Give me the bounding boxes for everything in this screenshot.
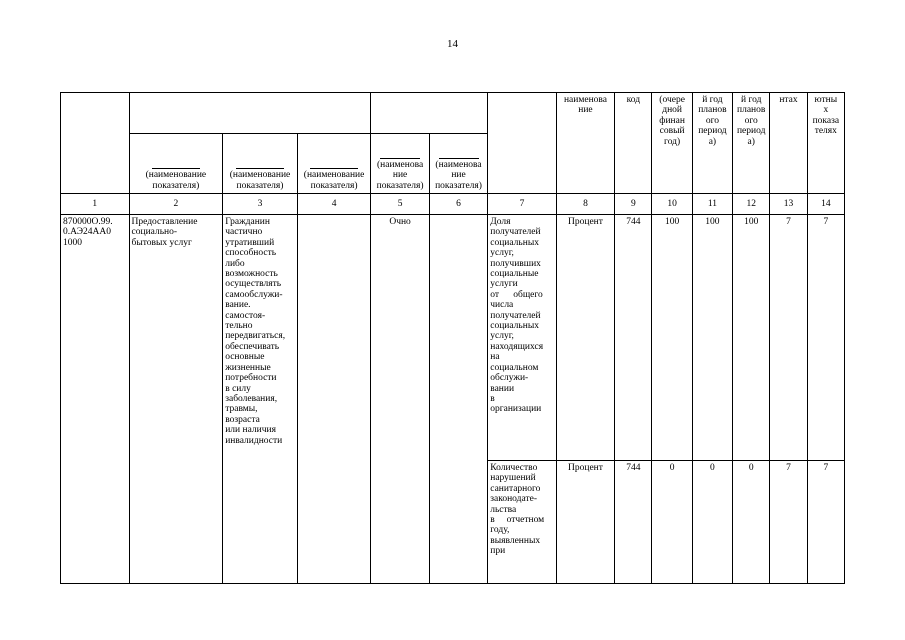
header-group-content (129, 93, 371, 134)
header-sub-2: (наименование показателя) (129, 134, 223, 194)
unit-cell: Процент (556, 215, 614, 461)
header-sub-5: (наименова ние показателя) (371, 134, 429, 194)
service-quality-table (60, 92, 845, 584)
header-year-plan2: й год планов ого период а) (733, 93, 770, 194)
page-number: 14 (447, 38, 458, 50)
column-number: 12 (733, 194, 770, 215)
service-form-cell: Очно (371, 215, 429, 584)
header-deviation-percent: нтах (770, 93, 807, 194)
column-number: 4 (297, 194, 371, 215)
value-plan-year1-cell: 100 (692, 215, 732, 461)
header-col1 (61, 93, 130, 194)
okei-cell: 744 (615, 215, 652, 461)
service-name-cell: Предоставление социально- бытовых услуг (129, 215, 223, 584)
empty-cell-col6 (429, 215, 487, 584)
column-number: 11 (692, 194, 732, 215)
header-unit-name: наименова ние (556, 93, 614, 194)
header-sub-4: (наименование показателя) (297, 134, 371, 194)
column-number: 5 (371, 194, 429, 215)
column-number: 9 (615, 194, 652, 215)
registry-code-cell: 870000О.99. 0.АЭ24АА0 1000 (61, 215, 130, 584)
column-number: 3 (223, 194, 298, 215)
deviation-percent-cell: 7 (770, 215, 807, 461)
header-year-current: (очере дной финан совый год) (652, 93, 692, 194)
value-plan-year2-cell: 0 (733, 461, 770, 584)
unit-cell: Процент (556, 461, 614, 584)
table-row (61, 215, 845, 461)
value-plan-year1-cell: 0 (692, 461, 732, 584)
value-current-year-cell: 100 (652, 215, 692, 461)
deviation-percent-cell: 7 (770, 461, 807, 584)
recipient-category-cell: Гражданин частично утративший способность либо возможность осуществлять самообслужи- вание. самостоя- тельно передвигаться, обеспечивать основные жизненные потребности в силу заболевания, травмы, возраста или наличия инвалидности (223, 215, 298, 584)
column-number: 6 (429, 194, 487, 215)
column-number: 7 (488, 194, 557, 215)
column-number: 1 (61, 194, 130, 215)
column-numbers-row (61, 194, 845, 215)
column-number: 10 (652, 194, 692, 215)
header-year-plan1: й год планов ого период а) (692, 93, 732, 194)
header-group-conditions (371, 93, 488, 134)
okei-cell: 744 (615, 461, 652, 584)
empty-cell-col4 (297, 215, 371, 584)
indicator-name-cell: Доля получателей социальных услуг, получивших социальные услуги от общего числа получателей социальных услуг, находящихся на социальном обслужи- вании в организации (488, 215, 557, 461)
deviation-absolute-cell: 7 (807, 215, 844, 461)
value-current-year-cell: 0 (652, 461, 692, 584)
column-number: 8 (556, 194, 614, 215)
deviation-absolute-cell: 7 (807, 461, 844, 584)
column-number: 13 (770, 194, 807, 215)
column-number: 14 (807, 194, 844, 215)
value-plan-year2-cell: 100 (733, 215, 770, 461)
header-sub-3: (наименование показателя) (223, 134, 298, 194)
header-deviation-absolute: ютны х показа телях (807, 93, 844, 194)
header-col7 (488, 93, 557, 194)
indicator-name-cell: Количество нарушений санитарного законодате- льства в отчетном году, выявленных при (488, 461, 557, 584)
column-number: 2 (129, 194, 223, 215)
header-sub-6: (наименова ние показателя) (429, 134, 487, 194)
header-okei-code: код (615, 93, 652, 194)
